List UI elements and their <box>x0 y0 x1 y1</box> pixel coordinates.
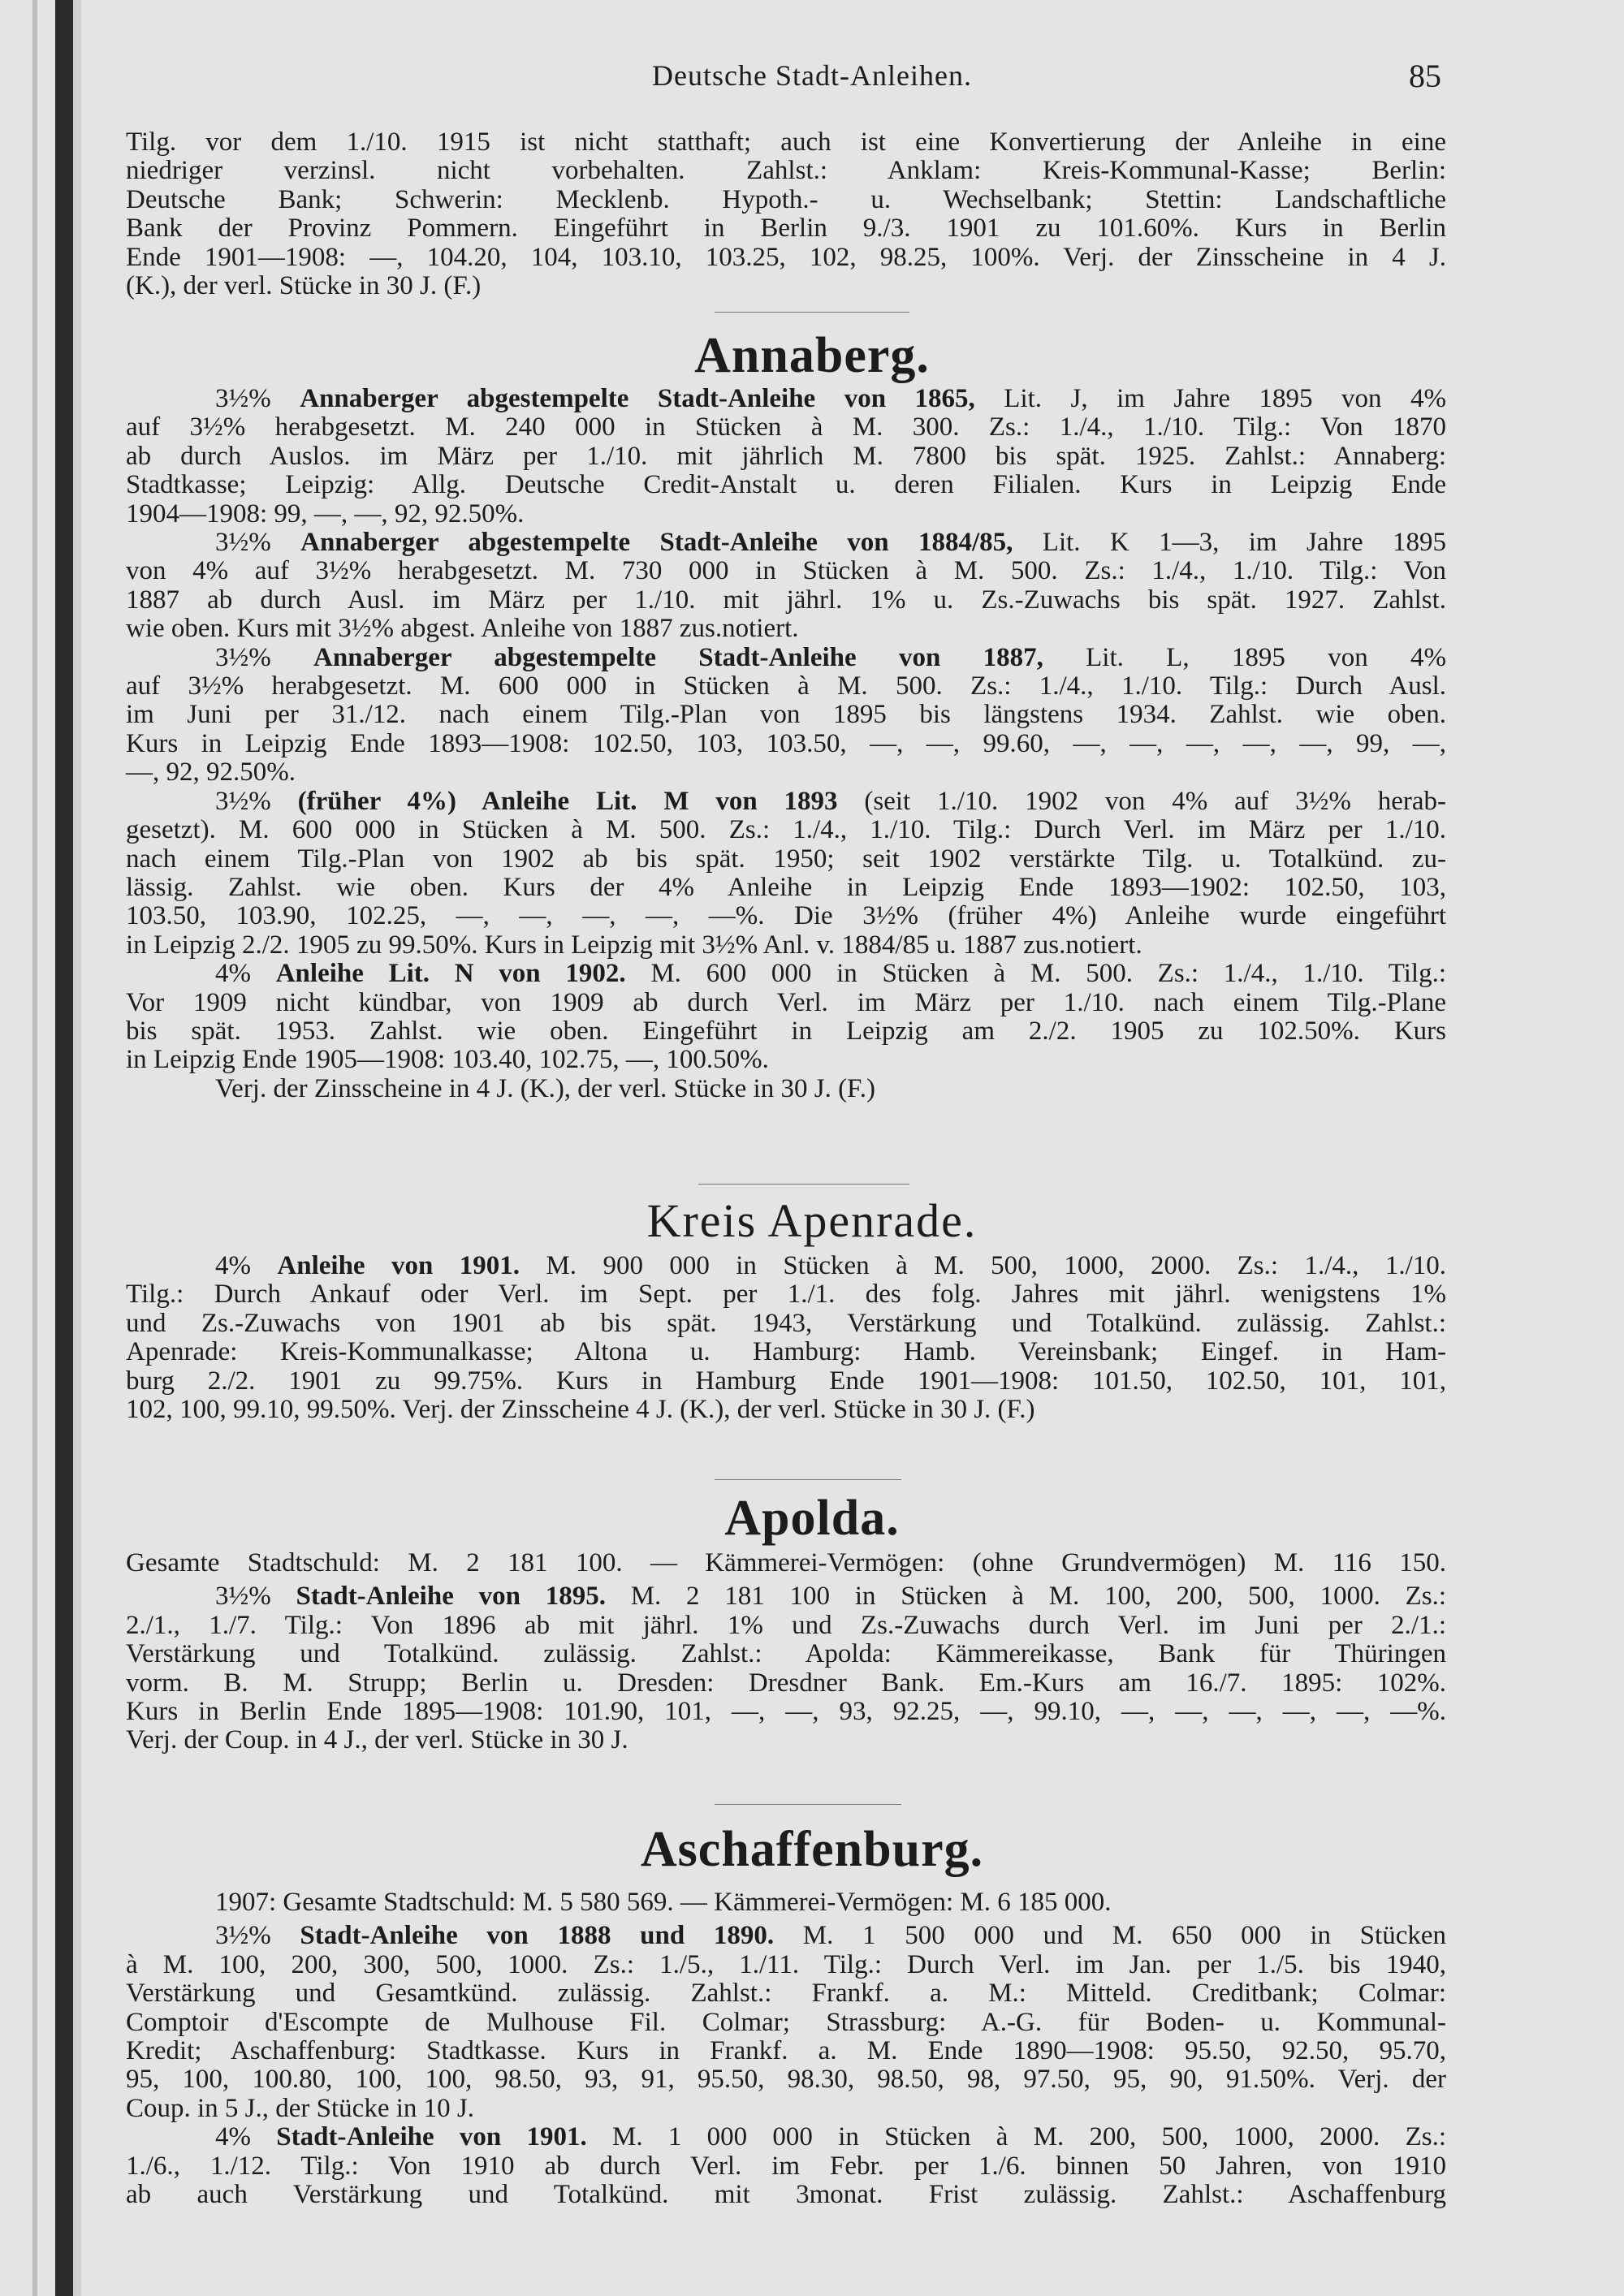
loan-entry <box>126 385 1446 529</box>
text-line: 95, 100, 100.80, 100, 100, 98.50, 93, 91, 95.50, 98.30, 98.50, 98, 97.50, 95, 90, 91.50%. Verj. der <box>126 2065 1446 2095</box>
text-line: 102, 100, 99.10, 99.50%. Verj. der Zinsscheine 4 J. (K.), der verl. Stücke in 30 J. (F.) <box>126 1395 1035 1425</box>
text-line: ab auch Verstärkung und Totalkünd. mit 3monat. Frist zulässig. Zahlst.: Aschaffenburg <box>126 2180 1446 2210</box>
text-line: und Zs.-Zuwachs von 1901 ab bis spät. 1943, Verstärkung und Totalkünd. zulässig. Zahlst.: <box>126 1308 1446 1338</box>
text-line: Verstärkung und Gesamtkünd. zulässig. Zahlst.: Frankf. a. M.: Mitteld. Creditbank; Colmar: <box>126 1979 1446 2009</box>
text-line: Ende 1901—1908: —, 104.20, 104, 103.10, 103.25, 102, 98.25, 100%. Verj. der Zinsscheine in 4 J. <box>126 242 1446 272</box>
text-line: bis spät. 1953. Zahlst. wie oben. Eingeführt in Leipzig am 2./2. 1905 zu 102.50%. Kurs <box>126 1016 1446 1046</box>
entry-first-line <box>126 960 1446 988</box>
text-line: nach einem Tilg.-Plan von 1902 ab bis spät. 1950; seit 1902 verstärkte Tilg. u. Totalkünd. zu- <box>126 844 1446 874</box>
text-line: lässig. Zahlst. wie oben. Kurs der 4% Anleihe in Leipzig Ende 1893—1902: 102.50, 103, <box>126 872 1446 902</box>
text-line: vorm. B. M. Strupp; Berlin u. Dresden: Dresdner Bank. Em.-Kurs am 16./7. 1895: 102%. <box>126 1668 1446 1698</box>
loan-details: M. 1 500 000 und M. 650 000 in Stücken <box>774 1921 1447 1951</box>
entry-first-line <box>126 644 1446 672</box>
interest-rate: 4% <box>215 1251 278 1280</box>
text-line: Stadtkasse; Leipzig: Allg. Deutsche Credit-Anstalt u. deren Filialen. Kurs in Leipzig Ende <box>126 470 1446 500</box>
entry-first-line <box>126 2123 1446 2151</box>
section-footnote: Verj. der Zinsscheine in 4 J. (K.), der verl. Stücke in 30 J. (F.) <box>215 1073 876 1103</box>
loan-title: Stadt-Anleihe von 1895. <box>296 1582 606 1612</box>
section-divider <box>715 1804 901 1805</box>
continued-paragraph <box>126 128 1446 300</box>
loan-entry <box>126 644 1446 788</box>
section-heading: Apolda. <box>724 1491 900 1546</box>
text-line: à M. 100, 200, 300, 500, 1000. Zs.: 1./5., 1./11. Tilg.: Durch Verl. im Jan. per 1./5. bis 1940, <box>126 1949 1446 1979</box>
entry-first-line <box>126 529 1446 557</box>
loan-entry <box>126 1922 1446 2123</box>
loan-title: Stadt-Anleihe von 1888 und 1890. <box>300 1921 775 1951</box>
running-title: Deutsche Stadt-Anleihen. <box>652 59 972 92</box>
text-line: ab durch Auslos. im März per 1./10. mit jährlich M. 7800 bis spät. 1925. Zahlst.: Annaberg: <box>126 441 1446 471</box>
loan-entry <box>126 1252 1446 1424</box>
text-line: Comptoir d'Escompte de Mulhouse Fil. Colmar; Strassburg: A.-G. für Boden- u. Kommunal- <box>126 2007 1446 2037</box>
text-line: niedriger verzinsl. nicht vorbehalten. Zahlst.: Anklam: Kreis-Kommunal-Kasse; Berlin: <box>126 156 1446 186</box>
loan-details: M. 1 000 000 in Stücken à M. 200, 500, 1000, 2000. Zs.: <box>586 2122 1446 2152</box>
loan-title: Anleihe von 1901. <box>277 1251 520 1280</box>
text-line: Kurs in Berlin Ende 1895—1908: 101.90, 101, —, —, 93, 92.25, —, 99.10, —, —, —, —, —, —%. <box>126 1697 1446 1727</box>
text-line: von 4% auf 3½% herabgesetzt. M. 730 000 in Stücken à M. 500. Zs.: 1./4., 1./10. Tilg.: Von <box>126 556 1446 586</box>
interest-rate: 3½% <box>215 384 300 413</box>
loan-entry <box>126 2123 1446 2209</box>
section-divider <box>715 1479 901 1480</box>
loan-details: M. 900 000 in Stücken à M. 500, 1000, 2000. Zs.: 1./4., 1./10. <box>520 1251 1446 1280</box>
loan-title: Anleihe Lit. N von 1902. <box>275 959 626 989</box>
text-line: auf 3½% herabgesetzt. M. 600 000 in Stücken à M. 500. Zs.: 1./4., 1./10. Tilg.: Durch Ausl. <box>126 671 1446 701</box>
text-line: Tilg. vor dem 1./10. 1915 ist nicht statthaft; auch ist eine Konvertierung der Anleihe in eine <box>126 127 1446 157</box>
text-line: wie oben. Kurs mit 3½% abgest. Anleihe von 1887 zus.notiert. <box>126 614 799 644</box>
text-line: Verj. der Coup. in 4 J., der verl. Stücke in 30 J. <box>126 1725 628 1755</box>
text-line: Kredit; Aschaffenburg: Stadtkasse. Kurs in Frankf. a. M. Ende 1890—1908: 95.50, 92.50, 95.70, <box>126 2036 1446 2066</box>
text-line: 2./1., 1./7. Tilg.: Von 1896 ab mit jährl. 1% und Zs.-Zuwachs durch Verl. im Juni per 2./1.: <box>126 1610 1446 1640</box>
section-divider <box>698 1184 909 1185</box>
text-line: 1./6., 1./12. Tilg.: Von 1910 ab durch Verl. im Febr. per 1./6. binnen 50 Jahren, von 1910 <box>126 2151 1446 2181</box>
interest-rate: 3½% <box>215 786 298 816</box>
loan-details: Lit. J, im Jahre 1895 von 4% <box>974 384 1446 413</box>
text-line: —, 92, 92.50%. <box>126 757 296 788</box>
entry-first-line <box>126 788 1446 816</box>
text-line: im Juni per 31./12. nach einem Tilg.-Plan von 1895 bis längstens 1934. Zahlst. wie oben. <box>126 700 1446 730</box>
text-line: Kurs in Leipzig Ende 1893—1908: 102.50, 103, 103.50, —, —, 99.60, —, —, —, —, —, 99, —, <box>126 728 1446 758</box>
text-line: Tilg.: Durch Ankauf oder Verl. im Sept. per 1./1. des folg. Jahres mit jährl. wenigstens 1% <box>126 1280 1446 1310</box>
text-line: (K.), der verl. Stücke in 30 J. (F.) <box>126 271 482 301</box>
loan-entry <box>126 529 1446 644</box>
entry-first-line <box>126 1922 1446 1950</box>
section-body <box>126 385 1446 1103</box>
loan-details: (seit 1./10. 1902 von 4% auf 3½% herab- <box>837 786 1446 816</box>
text-line: gesetzt). M. 600 000 in Stücken à M. 500. Zs.: 1./4., 1./10. Tilg.: Durch Verl. im März per 1./10. <box>126 815 1446 845</box>
section-body <box>126 1252 1446 1424</box>
text-line: in Leipzig 2./2. 1905 zu 99.50%. Kurs in Leipzig mit 3½% Anl. v. 1884/85 u. 1887 zus.notiert. <box>126 930 1142 960</box>
loan-details: M. 2 181 100 in Stücken à M. 100, 200, 500, 1000. Zs.: <box>605 1582 1446 1612</box>
loan-entry <box>126 788 1446 960</box>
loan-details: Lit. L, 1895 von 4% <box>1043 642 1446 672</box>
text-line: Verstärkung und Totalkünd. zulässig. Zahlst.: Apolda: Kämmereikasse, Bank für Thüringen <box>126 1639 1446 1669</box>
text-line: Bank der Provinz Pommern. Eingeführt in Berlin 9./3. 1901 zu 101.60%. Kurs in Berlin <box>126 214 1446 244</box>
page-number: 85 <box>1409 58 1441 94</box>
loan-title: Annaberger abgestempelte Stadt-Anleihe von 1865, <box>300 384 975 413</box>
loan-details: Lit. K 1—3, im Jahre 1895 <box>1013 528 1446 558</box>
interest-rate: 3½% <box>215 642 314 672</box>
section-summary: Gesamte Stadtschuld: M. 2 181 100. — Kämmerei-Vermögen: (ohne Grundvermögen) M. 116 150. <box>126 1548 1446 1577</box>
loan-title: Annaberger abgestempelte Stadt-Anleihe von 1887, <box>313 642 1043 672</box>
section-heading: Kreis Apenrade. <box>646 1194 978 1247</box>
text-line: 103.50, 103.90, 102.25, —, —, —, —, —%. Die 3½% (früher 4%) Anleihe wurde eingeführt <box>126 901 1446 931</box>
text-line: 1904—1908: 99, —, —, 92, 92.50%. <box>126 498 525 529</box>
text-line: burg 2./2. 1901 zu 99.75%. Kurs in Hamburg Ende 1901—1908: 101.50, 102.50, 101, 101, <box>126 1366 1446 1396</box>
text-line: auf 3½% herabgesetzt. M. 240 000 in Stücken à M. 300. Zs.: 1./4., 1./10. Tilg.: Von 1870 <box>126 412 1446 442</box>
loan-title: Stadt-Anleihe von 1901. <box>276 2122 587 2152</box>
section-summary: 1907: Gesamte Stadtschuld: M. 5 580 569. — Kämmerei-Vermögen: M. 6 185 000. <box>215 1888 1112 1917</box>
section-body <box>126 1549 1446 1755</box>
loan-title: Annaberger abgestempelte Stadt-Anleihe von 1884/85, <box>300 528 1013 558</box>
interest-rate: 3½% <box>215 1582 296 1612</box>
text-line: Vor 1909 nicht kündbar, von 1909 ab durch Verl. im März per 1./10. nach einem Tilg.-Plane <box>126 987 1446 1017</box>
interest-rate: 3½% <box>215 1921 300 1951</box>
loan-title: (früher 4%) Anleihe Lit. M von 1893 <box>297 786 838 816</box>
section-heading: Annaberg. <box>694 328 930 383</box>
loan-entry <box>126 960 1446 1075</box>
loan-details: M. 600 000 in Stücken à M. 500. Zs.: 1./4., 1./10. Tilg.: <box>625 959 1446 989</box>
text-line: 1887 ab durch Ausl. im März per 1./10. mit jährl. 1% u. Zs.-Zuwachs bis spät. 1927. Zahlst. <box>126 585 1446 615</box>
entry-first-line <box>126 1582 1446 1611</box>
interest-rate: 4% <box>215 959 276 989</box>
entry-first-line <box>126 1252 1446 1280</box>
text-line: in Leipzig Ende 1905—1908: 103.40, 102.75, —, 100.50%. <box>126 1045 769 1075</box>
section-body <box>126 1888 1446 2209</box>
section-divider <box>715 312 909 313</box>
text-line: Deutsche Bank; Schwerin: Mecklenb. Hypoth.- u. Wechselbank; Stettin: Landschaftliche <box>126 184 1446 214</box>
interest-rate: 3½% <box>215 528 301 558</box>
interest-rate: 4% <box>215 2122 277 2152</box>
text-line: Coup. in 5 J., der Stücke in 10 J. <box>126 2093 474 2123</box>
entry-first-line <box>126 385 1446 413</box>
text-line: Apenrade: Kreis-Kommunalkasse; Altona u. Hamburg: Hamb. Vereinsbank; Eingef. in Ham- <box>126 1337 1446 1367</box>
section-heading: Aschaffenburg. <box>640 1822 984 1877</box>
loan-entry <box>126 1582 1446 1754</box>
